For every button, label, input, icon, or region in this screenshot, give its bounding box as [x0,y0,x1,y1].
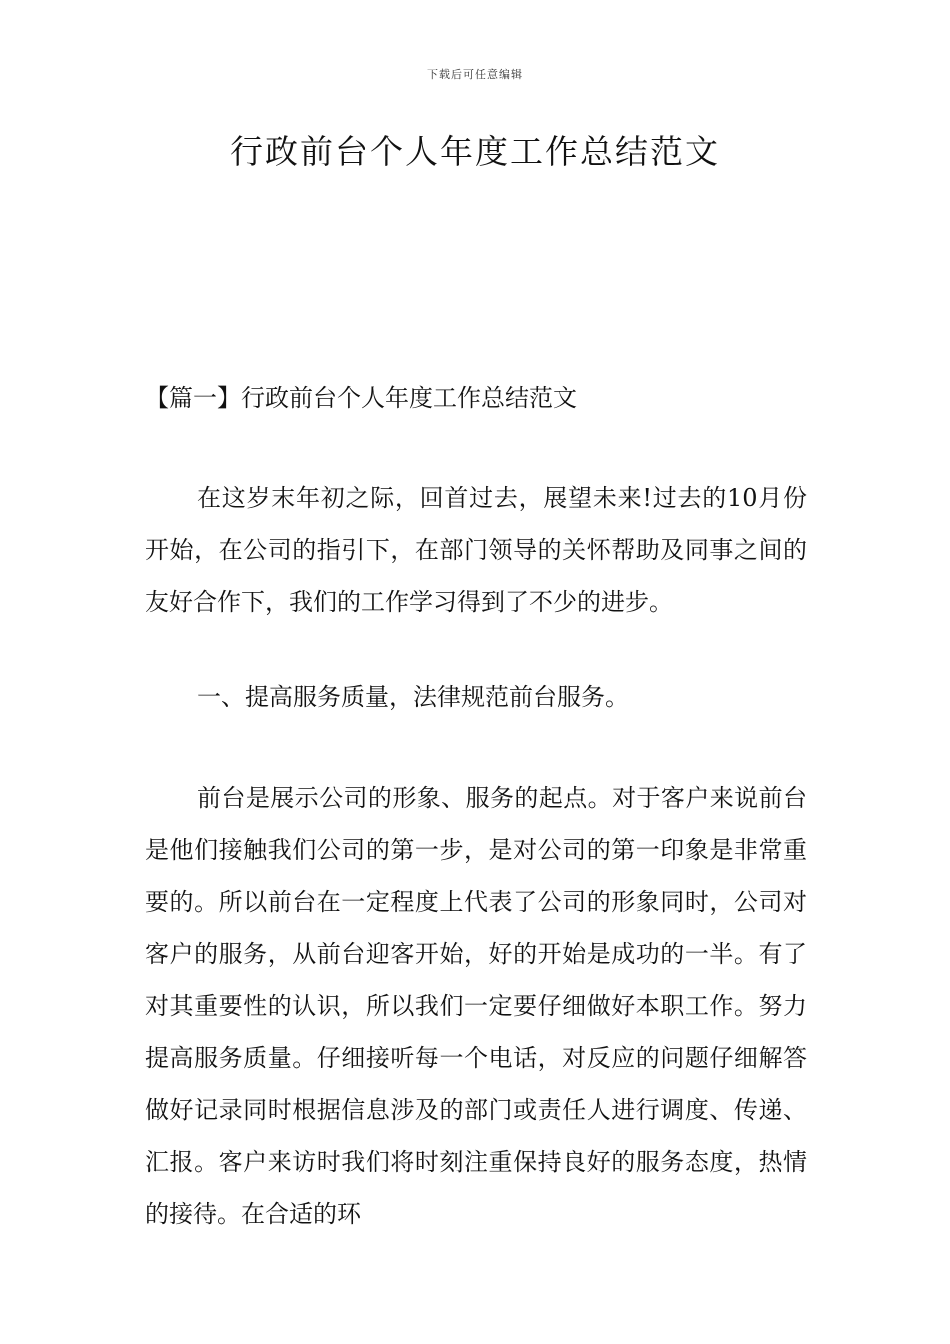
paragraph-body: 前台是展示公司的形象、服务的起点。对于客户来说前台是他们接触我们公司的第一步，是对公司的第一印象是非常重要的。所以前台在一定程度上代表了公司的形象同时，公司对客户的服务，从前台迎客开始，好的开始是成功的一半。有了对其重要性的认识，所以我们一定要仔细做好本职工作。努力提高服务质量。仔细接听每一个电话，对反应的问题仔细解答做好记录同时根据信息涉及的部门或责任人进行调度、传递、汇报。客户来访时我们将时刻注重保持良好的服务态度，热情的接待。在合适的环 [145,784,807,1228]
paragraph-subheading: 一、提高服务质量，法律规范前台服务。 [197,683,629,711]
document-title: 行政前台个人年度工作总结范文 [230,132,720,171]
paragraph-intro: 在这岁末年初之际，回首过去，展望未来!过去的10月份开始，在公司的指引下，在部门领导的关怀帮助及同事之间的友好合作下，我们的工作学习得到了不少的进步。 [145,484,807,616]
section-heading: 【篇一】行政前台个人年度工作总结范文 [145,384,577,412]
header-note: 下载后可任意编辑 [427,68,523,81]
